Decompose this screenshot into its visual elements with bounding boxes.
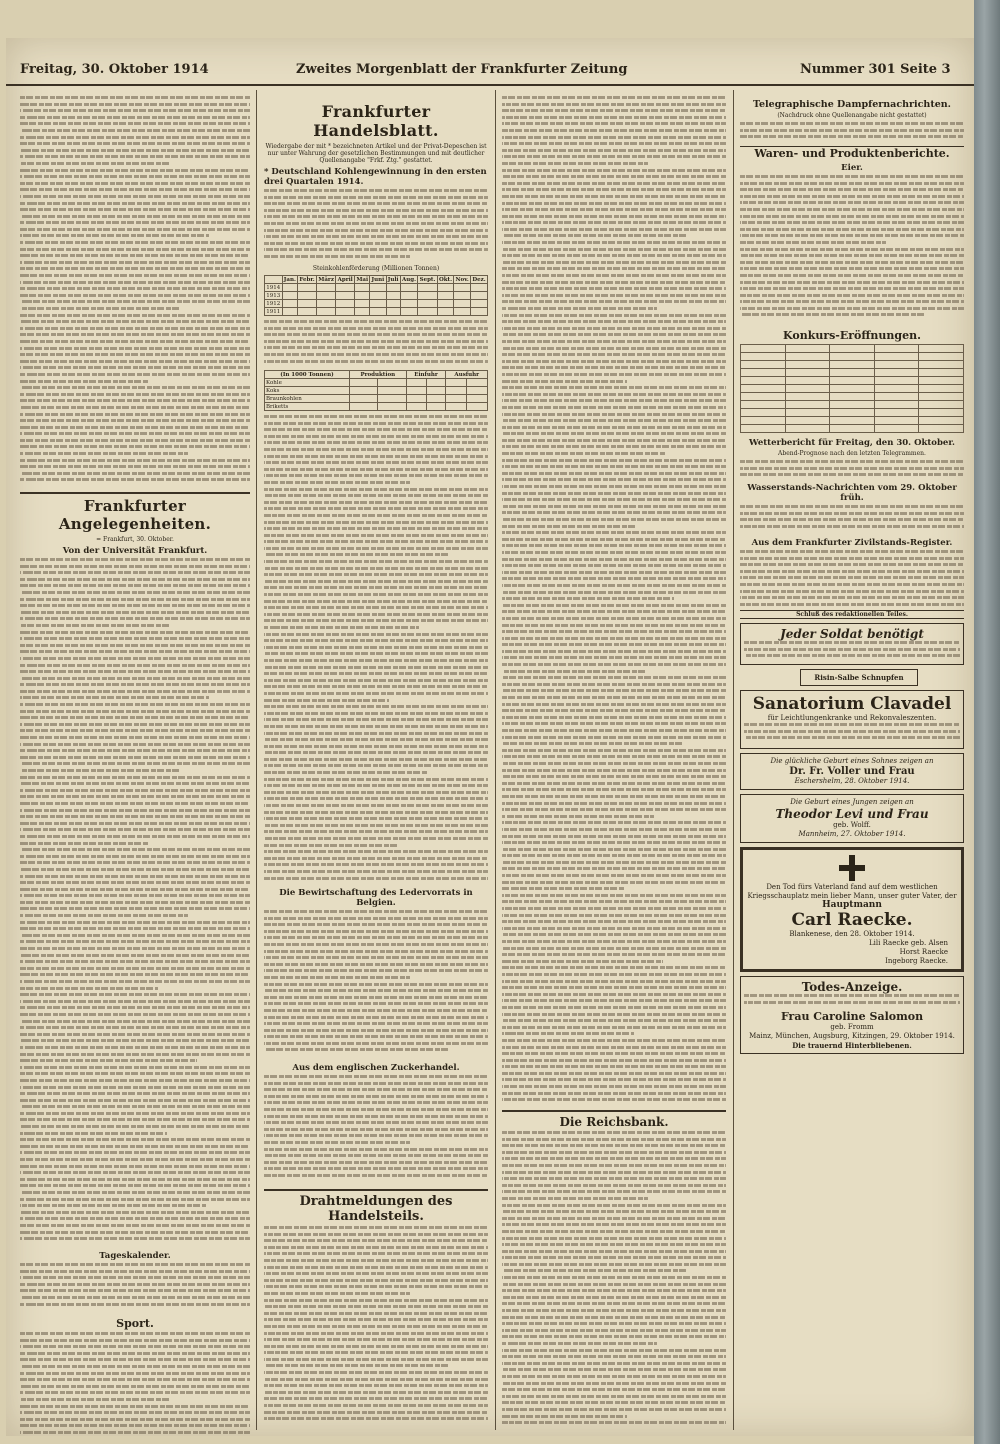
article-body bbox=[264, 320, 488, 370]
table-cell bbox=[378, 395, 406, 403]
table-cell bbox=[386, 308, 400, 316]
table-row bbox=[741, 409, 964, 417]
table-row bbox=[741, 417, 964, 425]
ad-subline: geb. Wolff. bbox=[833, 821, 871, 829]
table-cell bbox=[336, 292, 355, 300]
death-birthname: geb. Fromm bbox=[830, 1023, 874, 1031]
table-cell bbox=[741, 425, 786, 433]
ad-headline: Sanatorium Clavadel bbox=[752, 694, 952, 714]
table-cell bbox=[919, 345, 964, 353]
table-cell bbox=[874, 401, 919, 409]
table-cell bbox=[874, 377, 919, 385]
table-cell bbox=[316, 284, 335, 292]
table-row bbox=[265, 403, 488, 411]
table-cell bbox=[370, 300, 386, 308]
table-cell bbox=[282, 300, 298, 308]
header-date: Freitag, 30. Oktober 1914 bbox=[20, 62, 209, 77]
table-cell bbox=[919, 361, 964, 369]
article-body bbox=[740, 460, 964, 480]
ad-names: Dr. Fr. Voller und Frau bbox=[789, 766, 915, 777]
table-cell bbox=[741, 361, 786, 369]
article-headline: Aus dem englischen Zuckerhandel. bbox=[292, 1063, 460, 1073]
table-cell bbox=[336, 308, 355, 316]
table-cell bbox=[336, 300, 355, 308]
table-cell bbox=[874, 425, 919, 433]
table-cell bbox=[418, 300, 437, 308]
table-cell bbox=[467, 403, 488, 411]
table-cell bbox=[426, 395, 446, 403]
section-heading: Wetterbericht für Freitag, den 30. Oktober. bbox=[748, 438, 955, 448]
column-rule bbox=[495, 90, 496, 1430]
table-cell bbox=[741, 385, 786, 393]
table-header: März bbox=[318, 276, 334, 283]
section-heading: Frankfurter Handelsblatt. bbox=[313, 102, 439, 140]
table-cell bbox=[874, 393, 919, 401]
table-header: Mai bbox=[356, 276, 369, 283]
header-title: Zweites Morgenblatt der Frankfurter Zeitung bbox=[296, 62, 628, 77]
subheading: Von der Universität Frankfurt. bbox=[62, 546, 208, 556]
table-row bbox=[741, 361, 964, 369]
death-notice-raecke bbox=[740, 847, 964, 972]
table-cell bbox=[874, 417, 919, 425]
table-cell bbox=[336, 284, 355, 292]
table-cell bbox=[386, 284, 400, 292]
table-row bbox=[265, 308, 488, 316]
table-cell bbox=[785, 417, 830, 425]
table-cell bbox=[919, 369, 964, 377]
article-body bbox=[264, 910, 488, 1060]
table-cell bbox=[919, 377, 964, 385]
table-cell bbox=[437, 308, 454, 316]
table-cell bbox=[830, 409, 875, 417]
table-cell bbox=[406, 395, 426, 403]
table-cell bbox=[785, 345, 830, 353]
table-row bbox=[265, 395, 488, 403]
table-header: April bbox=[337, 276, 353, 283]
subheading: Eier. bbox=[841, 163, 863, 173]
column-1 bbox=[20, 96, 250, 1436]
table-cell bbox=[298, 284, 317, 292]
table-cell bbox=[785, 385, 830, 393]
ad-subline: für Leichtlungenkranke und Rekonvaleszenten. bbox=[767, 714, 937, 722]
table-cell bbox=[471, 292, 488, 300]
article-body bbox=[740, 122, 964, 142]
coal-table bbox=[264, 275, 488, 316]
table-cell bbox=[446, 403, 467, 411]
table-cell-label: Kohle bbox=[265, 379, 350, 387]
table-cell bbox=[830, 361, 875, 369]
table-cell bbox=[400, 292, 418, 300]
table-row bbox=[741, 377, 964, 385]
iron-cross-icon bbox=[839, 855, 865, 881]
table-cell-label: Braunkohlen bbox=[265, 395, 350, 403]
table-cell bbox=[785, 409, 830, 417]
table-cell bbox=[349, 387, 377, 395]
table-cell bbox=[830, 385, 875, 393]
table-header: Sept. bbox=[419, 276, 436, 283]
ad-headline: Risin-Salbe Schnupfen bbox=[814, 673, 904, 682]
article-headline: * Deutschland Kohlengewinnung in den ersten drei Quartalen 1914. bbox=[264, 167, 487, 187]
table-cell bbox=[446, 379, 467, 387]
subheading: Tageskalender. bbox=[99, 1251, 171, 1261]
ad-place: Eschershelm, 28. Oktober 1914. bbox=[794, 777, 910, 785]
table-cell bbox=[378, 387, 406, 395]
table-cell bbox=[282, 292, 298, 300]
table-header: Juli bbox=[387, 276, 399, 283]
table-cell-year: 1912 bbox=[266, 300, 281, 307]
table-row bbox=[741, 353, 964, 361]
table-cell bbox=[370, 284, 386, 292]
death-place: Blankenese, den 28. Oktober 1914. bbox=[789, 930, 915, 938]
death-body bbox=[744, 994, 960, 1010]
death-name: Carl Raecke. bbox=[791, 910, 913, 930]
table-header: Jan. bbox=[283, 276, 296, 283]
article-body bbox=[264, 1075, 488, 1185]
table-row bbox=[741, 401, 964, 409]
book-binding bbox=[974, 0, 1000, 1444]
table-cell bbox=[426, 403, 446, 411]
section-heading: Aus dem Frankfurter Zivilstands-Register. bbox=[751, 538, 953, 548]
ad-body bbox=[744, 641, 960, 661]
ad-body bbox=[744, 723, 960, 745]
table-header: Febr. bbox=[299, 276, 315, 283]
section-heading: Drahtmeldungen des Handelsteils. bbox=[264, 1189, 488, 1224]
table-header: Einfuhr bbox=[406, 371, 446, 379]
ad-sanatorium bbox=[740, 690, 964, 749]
table-cell bbox=[282, 308, 298, 316]
table-cell bbox=[830, 393, 875, 401]
table-header: Juni bbox=[371, 276, 385, 283]
table-cell bbox=[400, 300, 418, 308]
ad-risin bbox=[800, 669, 918, 686]
table-cell-label: Briketts bbox=[265, 403, 350, 411]
table-cell bbox=[830, 345, 875, 353]
table-cell bbox=[426, 379, 446, 387]
table-cell bbox=[919, 417, 964, 425]
table-row bbox=[741, 385, 964, 393]
table-header: Produktion bbox=[349, 371, 406, 379]
article-body bbox=[20, 96, 250, 486]
table-cell bbox=[874, 345, 919, 353]
table-cell bbox=[919, 385, 964, 393]
table-cell bbox=[446, 387, 467, 395]
ad-place: Mannheim, 27. Oktober 1914. bbox=[798, 830, 906, 838]
table-cell bbox=[355, 300, 370, 308]
table-cell bbox=[741, 353, 786, 361]
table-cell bbox=[785, 425, 830, 433]
table-row bbox=[265, 300, 488, 308]
section-heading: Waren- und Produktenberichte. bbox=[740, 146, 964, 160]
table-row bbox=[741, 425, 964, 433]
table-cell bbox=[349, 403, 377, 411]
death-family: Lili Raecke geb. Alsen Horst Raecke Ingeborg Raecke. bbox=[869, 939, 948, 965]
section-note: (Nachdruck ohne Quellenangabe nicht gestattet) bbox=[777, 112, 927, 119]
header-page-number: Nummer 301 Seite 3 bbox=[800, 62, 951, 77]
table-cell bbox=[378, 379, 406, 387]
table-cell bbox=[830, 377, 875, 385]
table-header: Nov. bbox=[455, 276, 469, 283]
ad-headline: Jeder Soldat benötigt bbox=[780, 627, 924, 641]
table-cell bbox=[830, 401, 875, 409]
table-cell bbox=[785, 377, 830, 385]
table-cell bbox=[418, 284, 437, 292]
table-cell bbox=[406, 387, 426, 395]
article-body bbox=[740, 175, 964, 325]
end-of-editorial: Schluß des redaktionellen Teiles. bbox=[740, 610, 964, 619]
column-3 bbox=[502, 96, 726, 1431]
table-corner bbox=[265, 276, 283, 284]
table-cell bbox=[298, 300, 317, 308]
death-place: Mainz, München, Augsburg, Kitzingen, 29. Oktober 1914. bbox=[749, 1032, 955, 1040]
table-cell bbox=[919, 401, 964, 409]
death-name: Frau Caroline Salomon bbox=[780, 1010, 924, 1023]
table-cell bbox=[454, 292, 471, 300]
table-cell bbox=[874, 353, 919, 361]
table-cell bbox=[386, 292, 400, 300]
article-body bbox=[20, 1263, 250, 1313]
table-cell bbox=[355, 292, 370, 300]
table-row bbox=[741, 393, 964, 401]
death-rank: Hauptmann bbox=[822, 900, 882, 910]
table-cell bbox=[467, 395, 488, 403]
table-row bbox=[741, 369, 964, 377]
section-note: Wiedergabe der mit * bezeichneten Artikel und der Privat-Depeschen ist nur unter Wahrung der gesetzlichen Bestimmungen und mit deutlicher Quellenangabe "Frkf. Ztg." gestattet. bbox=[265, 143, 487, 164]
table-cell bbox=[298, 292, 317, 300]
table-cell bbox=[874, 385, 919, 393]
table-cell bbox=[400, 308, 418, 316]
table-cell bbox=[426, 387, 446, 395]
section-note: Abend-Prognose nach den letzten Telegrammen. bbox=[778, 450, 926, 457]
table-cell bbox=[406, 379, 426, 387]
table-cell bbox=[830, 425, 875, 433]
table-header: Ausfuhr bbox=[446, 371, 488, 379]
table-cell bbox=[298, 308, 317, 316]
table-cell bbox=[454, 284, 471, 292]
article-body bbox=[20, 558, 250, 1248]
table-cell bbox=[454, 308, 471, 316]
table-row bbox=[265, 387, 488, 395]
article-body bbox=[20, 1332, 250, 1436]
table-cell bbox=[741, 401, 786, 409]
table-header: Dez. bbox=[472, 276, 486, 283]
table-cell bbox=[454, 300, 471, 308]
table-cell bbox=[874, 361, 919, 369]
table-cell bbox=[446, 395, 467, 403]
table-cell bbox=[830, 417, 875, 425]
death-notice-salomon bbox=[740, 976, 964, 1054]
table-cell bbox=[370, 308, 386, 316]
table-cell bbox=[785, 369, 830, 377]
table-cell bbox=[919, 409, 964, 417]
column-rule bbox=[733, 90, 734, 1430]
table-cell bbox=[349, 395, 377, 403]
production-table bbox=[264, 370, 488, 411]
table-cell bbox=[316, 292, 335, 300]
table-cell bbox=[471, 308, 488, 316]
table-cell bbox=[437, 300, 454, 308]
death-head: Todes-Anzeige. bbox=[801, 980, 903, 994]
article-body bbox=[264, 1226, 488, 1426]
table-cell bbox=[785, 401, 830, 409]
column-4 bbox=[740, 96, 964, 1058]
table-cell bbox=[370, 292, 386, 300]
table-cell bbox=[467, 379, 488, 387]
article-body bbox=[740, 505, 964, 535]
table-cell bbox=[785, 353, 830, 361]
ad-intro: Die glückliche Geburt eines Sohnes zeigen an bbox=[770, 757, 934, 765]
table-header: (In 1000 Tonnen) bbox=[265, 371, 350, 379]
table-cell-year: 1914 bbox=[266, 284, 281, 291]
table-cell-year: 1913 bbox=[266, 292, 281, 299]
table-cell bbox=[919, 353, 964, 361]
table-cell bbox=[830, 353, 875, 361]
table-cell bbox=[437, 284, 454, 292]
table-cell-year: 1911 bbox=[266, 308, 281, 315]
table-cell bbox=[741, 369, 786, 377]
table-cell bbox=[785, 393, 830, 401]
ad-names: Theodor Levi und Frau bbox=[775, 807, 929, 821]
bankruptcy-table bbox=[740, 344, 964, 433]
table-cell bbox=[830, 369, 875, 377]
table-cell bbox=[741, 377, 786, 385]
table-cell bbox=[741, 417, 786, 425]
table-cell bbox=[316, 300, 335, 308]
article-body bbox=[502, 96, 726, 1106]
table-title: Steinkohlenförderung (Millionen Tonnen) bbox=[312, 265, 440, 272]
death-intro: Den Tod fürs Vaterland fand auf dem westlichen Kriegsschauplatz mein lieber Mann, unser guter Vater, der bbox=[747, 883, 957, 900]
ad-soldat bbox=[740, 623, 964, 665]
table-cell bbox=[874, 369, 919, 377]
table-cell-label: Koks bbox=[265, 387, 350, 395]
table-header: Okt. bbox=[438, 276, 452, 283]
newspaper-page bbox=[6, 38, 974, 1436]
table-cell bbox=[741, 393, 786, 401]
table-cell bbox=[355, 284, 370, 292]
section-heading: Konkurs-Eröffnungen. bbox=[783, 329, 921, 342]
table-cell bbox=[741, 345, 786, 353]
table-cell bbox=[400, 284, 418, 292]
table-cell bbox=[437, 292, 454, 300]
table-header: Aug. bbox=[401, 276, 417, 283]
ad-intro: Die Geburt eines Jungen zeigen an bbox=[790, 798, 914, 806]
article-body bbox=[264, 189, 488, 265]
ad-birth-levi bbox=[740, 794, 964, 843]
table-cell bbox=[355, 308, 370, 316]
table-cell bbox=[471, 284, 488, 292]
section-heading: Wasserstands-Nachrichten vom 29. Oktober früh. bbox=[747, 483, 957, 503]
table-cell bbox=[418, 292, 437, 300]
table-cell bbox=[467, 387, 488, 395]
table-cell bbox=[919, 393, 964, 401]
section-heading: Frankfurter Angelegenheiten. bbox=[20, 492, 250, 533]
column-2 bbox=[264, 96, 488, 1426]
table-cell bbox=[316, 308, 335, 316]
table-cell bbox=[386, 300, 400, 308]
article-body bbox=[264, 415, 488, 885]
table-cell bbox=[741, 409, 786, 417]
table-cell bbox=[406, 403, 426, 411]
death-family: Die trauernd Hinterbliebenen. bbox=[792, 1041, 912, 1050]
page-header bbox=[6, 58, 974, 86]
table-cell bbox=[378, 403, 406, 411]
table-row bbox=[265, 379, 488, 387]
article-body bbox=[502, 1131, 726, 1431]
article-body bbox=[740, 550, 964, 610]
article-headline: Die Bewirtschaftung des Ledervorrats in Belgien. bbox=[279, 888, 473, 908]
table-cell bbox=[349, 379, 377, 387]
section-heading: Telegraphische Dampfernachrichten. bbox=[753, 99, 951, 110]
column-rule bbox=[256, 90, 257, 1430]
ad-birth-voller bbox=[740, 753, 964, 790]
section-heading: Sport. bbox=[116, 1317, 154, 1330]
table-row bbox=[265, 284, 488, 292]
table-cell bbox=[418, 308, 437, 316]
dateline: = Frankfurt, 30. Oktober. bbox=[96, 536, 174, 543]
table-row bbox=[741, 345, 964, 353]
table-cell bbox=[919, 425, 964, 433]
section-heading: Die Reichsbank. bbox=[502, 1110, 726, 1129]
table-cell bbox=[471, 300, 488, 308]
table-cell bbox=[282, 284, 298, 292]
table-cell bbox=[874, 409, 919, 417]
table-row bbox=[265, 292, 488, 300]
table-cell bbox=[785, 361, 830, 369]
